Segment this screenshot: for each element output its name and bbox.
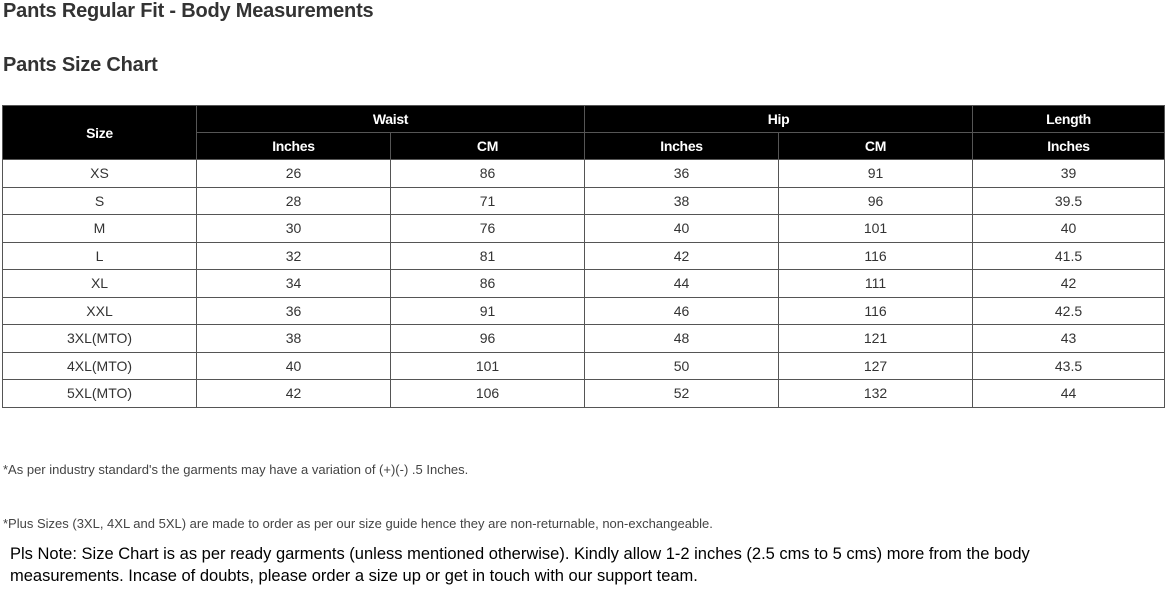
length-inches-cell: 39 [973, 160, 1165, 188]
length-inches-cell: 40 [973, 215, 1165, 243]
waist-inches-cell: 28 [197, 187, 391, 215]
hip-cm-cell: 132 [779, 380, 973, 408]
size-cell: M [3, 215, 197, 243]
size-cell: S [3, 187, 197, 215]
hip-inches-cell: 46 [585, 297, 779, 325]
hip-cm-header: CM [779, 133, 973, 160]
hip-cm-cell: 121 [779, 325, 973, 353]
table-row [3, 270, 1165, 298]
waist-inches-cell: 42 [197, 380, 391, 408]
waist-cm-cell: 86 [391, 160, 585, 188]
hip-inches-cell: 42 [585, 242, 779, 270]
waist-header: Waist [197, 106, 585, 133]
section-title: Pants Size Chart [3, 54, 158, 76]
hip-inches-cell: 38 [585, 187, 779, 215]
waist-inches-cell: 32 [197, 242, 391, 270]
table-row [3, 215, 1165, 243]
hip-inches-cell: 48 [585, 325, 779, 353]
waist-inches-cell: 38 [197, 325, 391, 353]
length-inches-cell: 43.5 [973, 352, 1165, 380]
waist-cm-cell: 76 [391, 215, 585, 243]
length-inches-cell: 42 [973, 270, 1165, 298]
waist-cm-cell: 91 [391, 297, 585, 325]
length-header: Length [973, 106, 1165, 133]
waist-cm-cell: 86 [391, 270, 585, 298]
waist-cm-header: CM [391, 133, 585, 160]
hip-inches-cell: 50 [585, 352, 779, 380]
hip-cm-cell: 127 [779, 352, 973, 380]
table-row [3, 160, 1165, 188]
waist-cm-cell: 81 [391, 242, 585, 270]
size-cell: L [3, 242, 197, 270]
variation-note: *As per industry standard's the garments may have a variation of (+)(-) .5 Inches. [3, 462, 469, 477]
hip-inches-cell: 36 [585, 160, 779, 188]
waist-inches-cell: 36 [197, 297, 391, 325]
table-row [3, 325, 1165, 353]
waist-inches-cell: 34 [197, 270, 391, 298]
waist-inches-header: Inches [197, 133, 391, 160]
size-header: Size [3, 106, 197, 160]
waist-cm-cell: 101 [391, 352, 585, 380]
size-cell: XS [3, 160, 197, 188]
table-row [3, 297, 1165, 325]
hip-inches-header: Inches [585, 133, 779, 160]
size-cell: 5XL(MTO) [3, 380, 197, 408]
table-row [3, 242, 1165, 270]
size-cell: 3XL(MTO) [3, 325, 197, 353]
plus-sizes-note: *Plus Sizes (3XL, 4XL and 5XL) are made to order as per our size guide hence they are non-returnable, non-exchangeable. [3, 516, 713, 531]
length-inches-cell: 39.5 [973, 187, 1165, 215]
hip-header: Hip [585, 106, 973, 133]
table-row [3, 352, 1165, 380]
hip-cm-cell: 91 [779, 160, 973, 188]
length-inches-cell: 44 [973, 380, 1165, 408]
length-inches-header: Inches [973, 133, 1165, 160]
size-chart-disclaimer: Pls Note: Size Chart is as per ready garments (unless mentioned otherwise). Kindly allow 1-2 inches (2.5 cms to 5 cms) more from the body measurements. Incase of doubts, please order a size up or get in touch with our support team. [10, 545, 1030, 585]
size-cell: 4XL(MTO) [3, 352, 197, 380]
length-inches-cell: 41.5 [973, 242, 1165, 270]
size-cell: XXL [3, 297, 197, 325]
size-chart-table [2, 105, 1165, 408]
waist-inches-cell: 30 [197, 215, 391, 243]
hip-cm-cell: 111 [779, 270, 973, 298]
hip-cm-cell: 101 [779, 215, 973, 243]
hip-inches-cell: 44 [585, 270, 779, 298]
table-row [3, 187, 1165, 215]
page-title: Pants Regular Fit - Body Measurements [3, 0, 374, 22]
hip-cm-cell: 116 [779, 297, 973, 325]
waist-cm-cell: 96 [391, 325, 585, 353]
waist-inches-cell: 26 [197, 160, 391, 188]
hip-cm-cell: 116 [779, 242, 973, 270]
length-inches-cell: 42.5 [973, 297, 1165, 325]
hip-cm-cell: 96 [779, 187, 973, 215]
waist-cm-cell: 106 [391, 380, 585, 408]
waist-cm-cell: 71 [391, 187, 585, 215]
hip-inches-cell: 52 [585, 380, 779, 408]
table-row [3, 380, 1165, 408]
length-inches-cell: 43 [973, 325, 1165, 353]
waist-inches-cell: 40 [197, 352, 391, 380]
hip-inches-cell: 40 [585, 215, 779, 243]
size-cell: XL [3, 270, 197, 298]
